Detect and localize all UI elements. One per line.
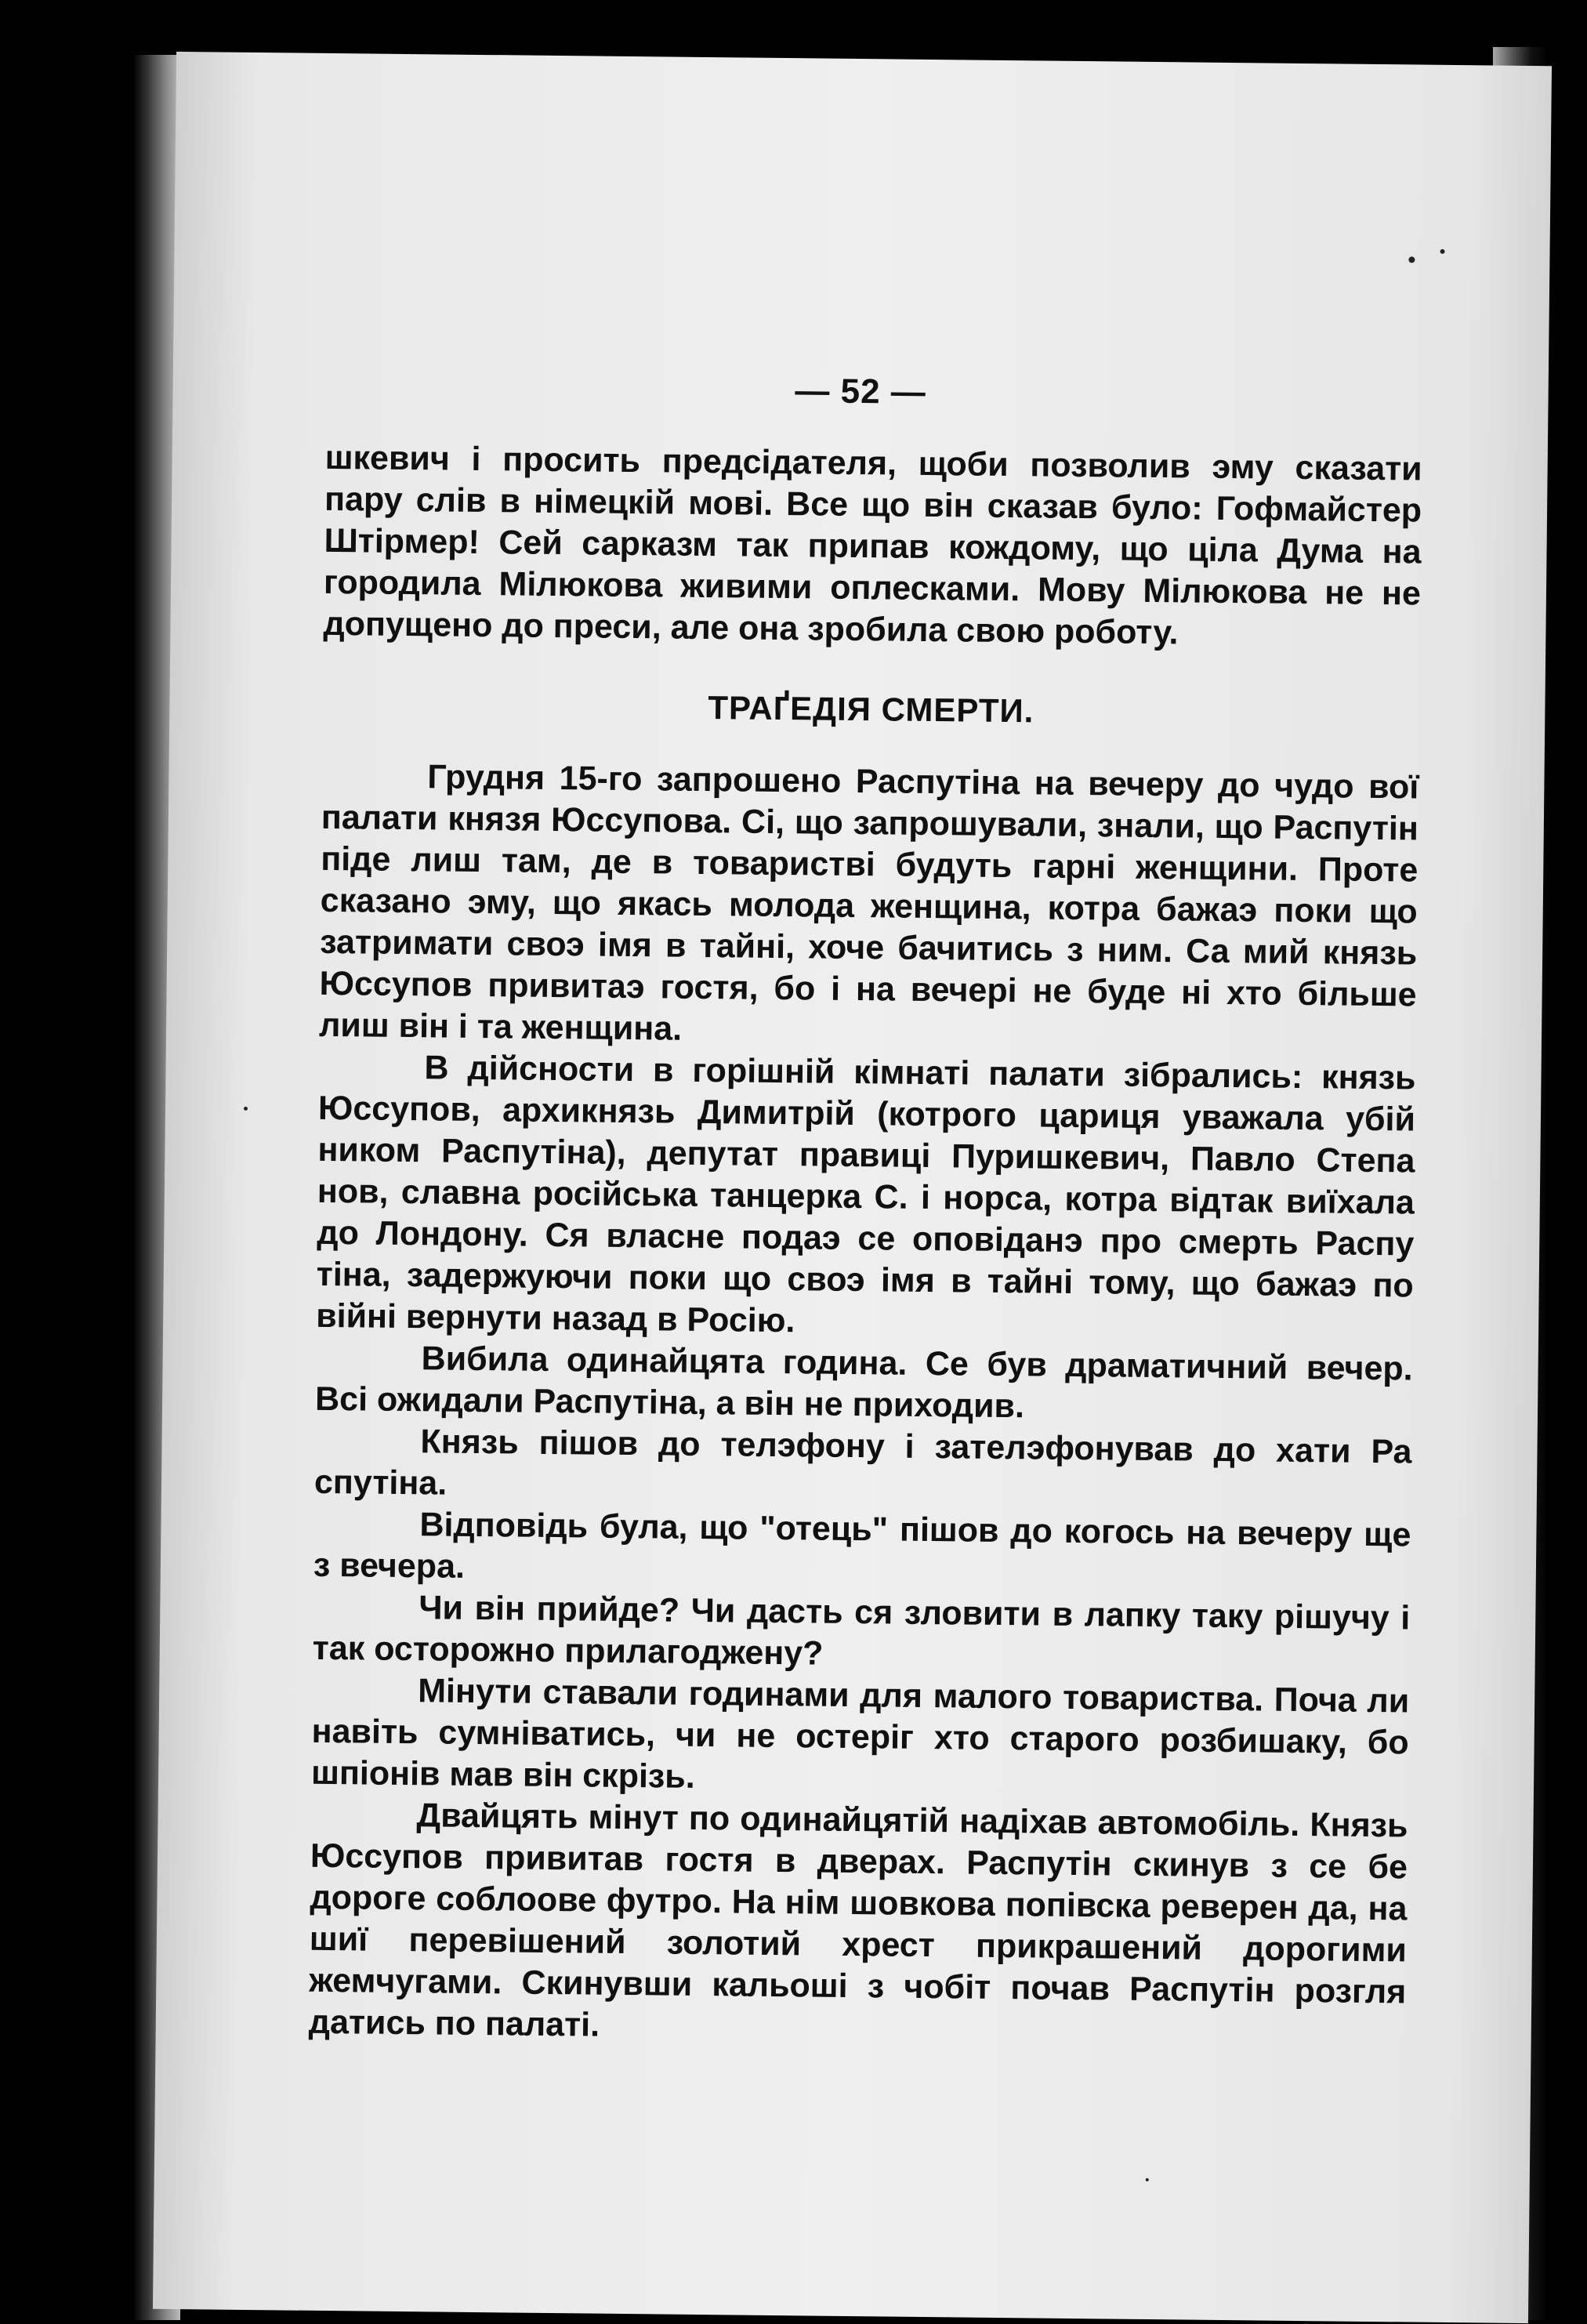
scan-speck [244,1107,248,1111]
paragraph: В дійсности в горішній кімнаті палати зібрались: князь Юссупов, архикнязь Димитрій (котрого цариця уважала убій ником Распутіна), депутат правиці Пуришкевич, Павло Степа нов, славна російська танцерка С. і норса, котра відтак виїхала до Лондону. Ся власне подаэ се оповіданэ про смерть Распу тіна, задержуючи поки що своэ імя в тайні тому, що бажаэ по війні вернути назад в Росію. [315,1049,1416,1340]
paragraph: Вибила одинайцята година. Се був драматичний вечер. Всі ожидали Распутіна, а він не приходив. [314,1340,1413,1426]
scan-speck [1146,2178,1149,2181]
paragraph: Грудня 15-го запрошено Распутіна на вечеру до чудо вої палати князя Юссупова. Сі, що запрошували, знали, що Распутін піде лиш там, де в товаристві будуть гарні женщини. Проте сказано эму, що якась молода женщина, котра бажаэ поки що затримати своэ імя в тайні, хоче бачитись з ним. Са мий князь Юссупов привитаэ гостя, бо і на вечері не буде ні хто більше лиш він і та женщина. [318,758,1419,1048]
paragraph: Чи він прийде? Чи дасть ся зловити в лапку таку рішучу і так осторожно прилагоджену? [312,1589,1411,1673]
paragraph: Мінути ставали годинами для малого товариства. Поча ли навіть сумніватись, чи не остеріг хто старого розбишаку, бо шпіонів мав він скрізь. [310,1672,1410,1796]
paragraph: Відповідь була, що "отець" пішов до когось на вечеру ще з вечера. [313,1506,1411,1586]
page-number: — 52 — [795,372,927,412]
scan-speck [1408,256,1415,263]
paragraph-continuation: шкевич і просить предсідателя, щоби позволив эму сказати пару слів в німецкій мові. Все що він сказав було: Гофмайстер Штірмер! Сей сарказм так припав кождому, що ціла Дума на городила Мілюкова живими оплесками. Мову Мілюкова не не допущено до преси, але она зробила свою роботу. [323,438,1422,652]
paragraph: Князь пішов до телэфону і зателэфонував до хати Ра спутіна. [313,1423,1412,1503]
page-text [309,437,1422,2055]
paragraph: Двайцять мінут по одинайцятій надіхав автомобіль. Князь Юссупов привитав гостя в дверах. Распутін скинув з се бе дороге соблоове футро. На нім шовкова попівска реверен да, на шиї перевішений золотий хрест прикрашений дорогими жемчугами. Скинувши кальоші з чобіт почав Распутін розгля датись по палаті. [308,1796,1408,2044]
book-page [153,52,1552,2323]
scan-speck [1440,249,1445,254]
section-heading: ТРАҐЕДІЯ СМЕРТИ. [708,689,1034,730]
